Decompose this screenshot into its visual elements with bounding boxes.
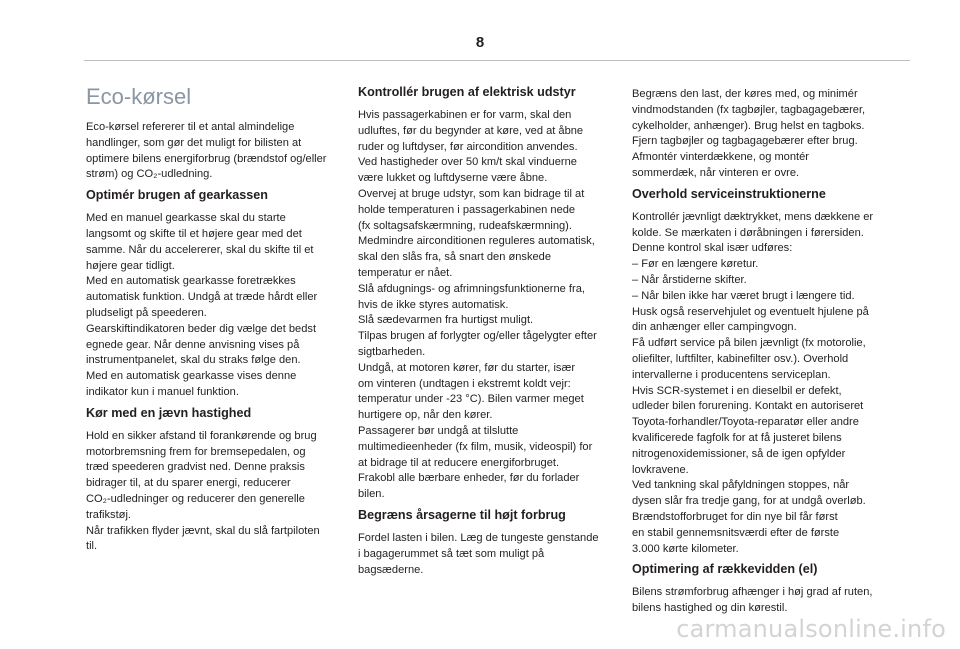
load-paragraph: Begræns den last, der køres med, og minimér vindmodstanden (fx tagbøjler, tagbagagebærer, cykelholder, anhænger). Brug helst en tagboks. Fjern tagbøjler og tagbagagebærer efter brug. Afmontér vinterdækkene, og montér sommerdæk, når vinteren er ovre. <box>632 88 866 179</box>
consumption-paragraph: Fordel lasten i bilen. Læg de tungeste genstande i bagagerummet så tæt som muligt på bagsæderne. <box>358 531 599 576</box>
column-middle <box>358 84 616 582</box>
section-heading-service: Overhold serviceinstruktionerne <box>632 186 826 201</box>
gearbox-paragraph: Med en manuel gearkasse skal du starte langsomt og skifte til et højere gear med det samme. Når du accelererer, skal du skifte til et højere gear tidligt. Med en automatisk gearkasse foretrækkes automatisk funktion. Undgå at træde hårdt eller pludseligt på speederen. Gearskiftindikatoren beder dig vælge det bedst egnede gear. Når denne anvisning vises på instrumentpanelet, skal du straks følge den. Med en automatisk gearkasse vises denne indikator kun i manuel funktion. <box>86 212 318 398</box>
section-heading-gearbox: Optimér brugen af gearkassen <box>86 188 268 203</box>
column-right <box>632 87 890 621</box>
column-left <box>86 84 344 559</box>
section-heading-range: Optimering af rækkevidden (el) <box>632 562 818 577</box>
section-heading-consumption: Begræns årsagerne til højt forbrug <box>358 507 566 522</box>
page-title: Eco-kørsel <box>86 84 192 109</box>
steady-speed-paragraph: Hold en sikker afstand til forankørende og brug motorbremsning frem for bremsepedalen, og træd speederen gradvist ned. Denne praksis bidrager til, at du sparer energi, reducerer CO₂-udledninger og reducerer den generelle trafikstøj. Når trafikken flyder jævnt, skal du slå fartpiloten til. <box>86 429 320 553</box>
intro-paragraph: Eco-kørsel refererer til et antal almindelige handlinger, som gør det muligt for bilisten at optimere bilens energiforbrug (brændstof og/eller strøm) og CO₂-udledning. <box>86 121 327 181</box>
watermark: carmanualsonline.info <box>676 615 946 643</box>
section-heading-electrical: Kontrollér brugen af elektrisk udstyr <box>358 85 576 99</box>
service-paragraph: Kontrollér jævnligt dæktrykket, mens dækkene er kolde. Se mærkaten i døråbningen i førersiden. Denne kontrol skal især udføres: – Før en længere køretur. – Når årstiderne skifter. – Når bilen ikke har været brugt i længere tid. Husk også reservehjulet og eventuelt hjulene på din anhænger eller campingvogn. Få udført service på bilen jævnligt (fx motorolie, oliefilter, luftfilter, kabinefilter osv.). Overhold intervallerne i producentens serviceplan. Hvis SCR-systemet i en dieselbil er defekt, udleder bilen forurening. Kontakt en autoriseret Toyota-forhandler/Toyota-reparatør eller andre kvalificerede fagfolk for at få justeret bilens nitrogenoxidemissioner, så de igen opfylder lovkravene. Ved tankning skal påfyldningen stoppes, når dysen slår fra tredje gang, for at undgå overløb. Brændstofforbruget for din nye bil får først en stabil gennemsnitsværdi efter de første 3.000 kørte kilometer. <box>632 210 874 555</box>
section-heading-steady-speed: Kør med en jævn hastighed <box>86 405 252 420</box>
electrical-paragraph: Hvis passagerkabinen er for varm, skal den udluftes, før du begynder at køre, ved at åbne ruder og luftdyser, før aircondition anvendes. Ved hastigheder over 50 km/t skal vinduerne være lukket og luftdyserne være åbne. Overvej at bruge udstyr, som kan bidrage til at holde temperaturen i passagerkabinen nede (fx soltagsafskærmning, rudeafskærmning). Medmindre airconditionen reguleres automatisk, skal den slås fra, så snart den ønskede temperatur er nået. Slå afdugnings- og afrimningsfunktionerne fra, hvis de ikke styres automatisk. Slå sædevarmen fra hurtigst muligt. Tilpas brugen af forlygter og/eller tågelygter efter sigtbarheden. Undgå, at motoren kører, før du starter, især om vinteren (undtagen i ekstremt koldt vejr: temperatur under -23 °C). Bilen varmer meget hurtigere op, når den kører. Passagerer bør undgå at tilslutte multimedieenheder (fx film, musik, videospil) for at bidrage til at reducere energiforbruget. Frakobl alle bærbare enheder, før du forlader bilen. <box>358 109 597 501</box>
header-divider <box>84 60 910 61</box>
page-number: 8 <box>475 34 485 51</box>
range-paragraph: Bilens strømforbrug afhænger i høj grad af ruten, bilens hastighed og din kørestil. <box>632 586 873 615</box>
